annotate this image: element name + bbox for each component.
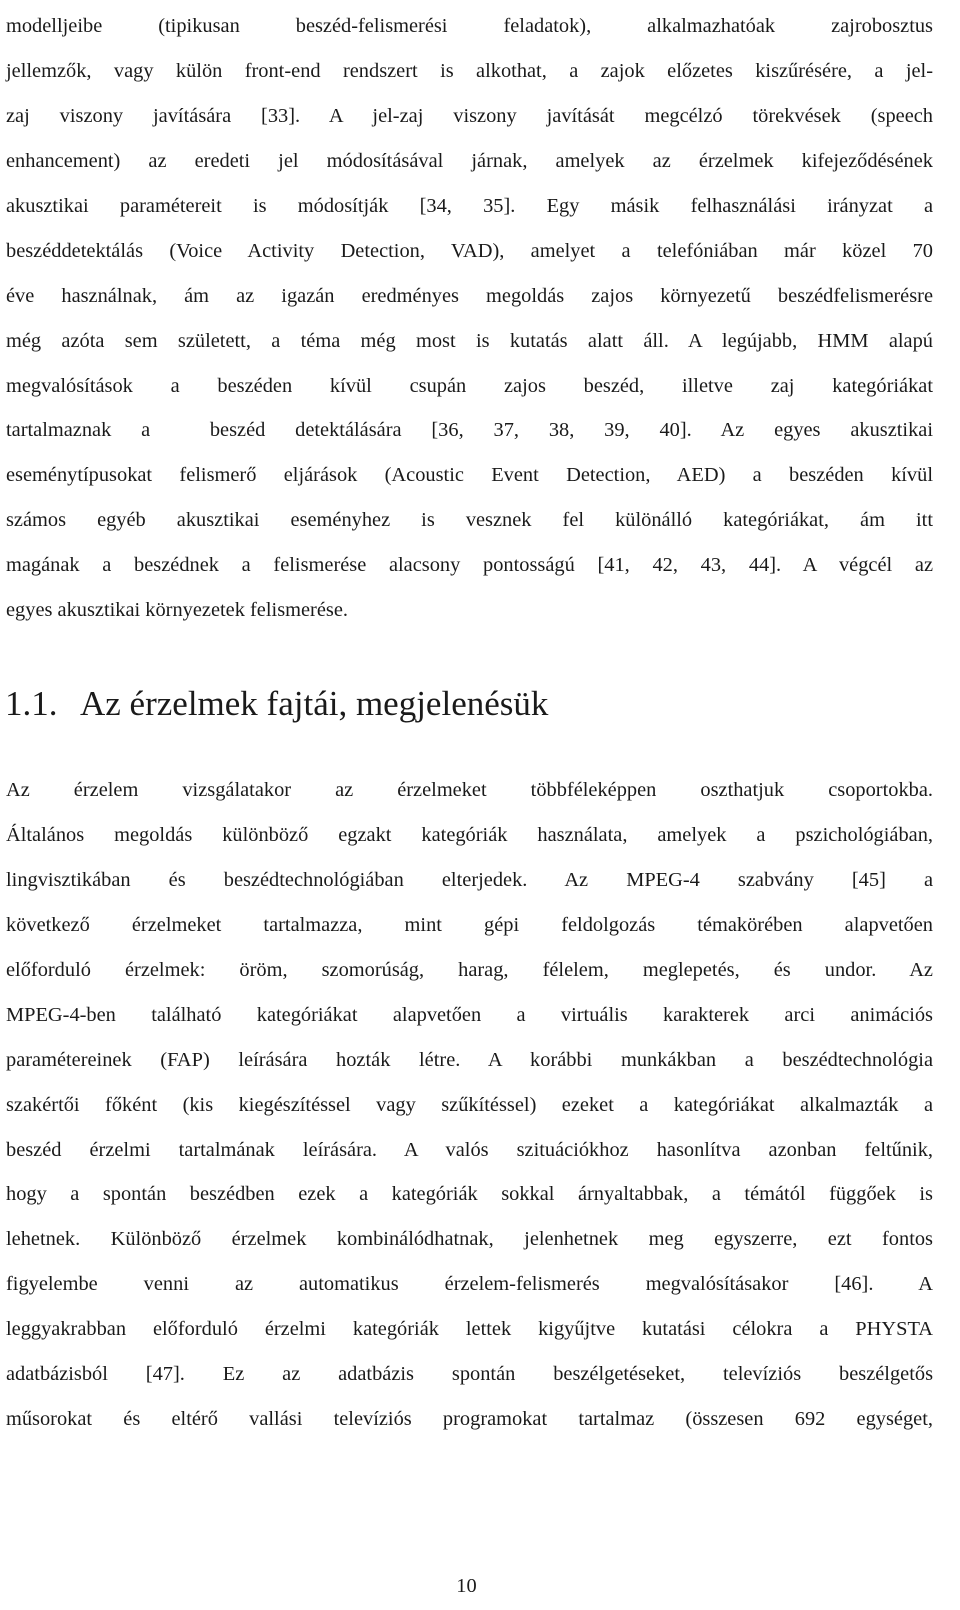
text-line: enhancement) az eredeti jel módosításával járnak, amelyek az érzelmek kifejeződésének [6, 149, 933, 172]
text-line: még azóta sem született, a téma még most is kutatás alatt áll. A legújabb, HMM alapú [6, 329, 933, 352]
text-line: beszéd érzelmi tartalmának leírására. A valós szituációkhoz hasonlítva azonban feltűnik, [6, 1138, 933, 1161]
text-line: éve használnak, ám az igazán eredményes megoldás zajos környezetű beszédfelismerésre [6, 284, 933, 307]
text-line: egyes akusztikai környezetek felismerése. [6, 599, 348, 622]
text-line: számos egyéb akusztikai eseményhez is vesznek fel különálló kategóriákat, ám itt [6, 509, 933, 532]
text-line: lingvisztikában és beszédtechnológiában elterjedek. Az MPEG-4 szabvány [45] a [6, 868, 933, 891]
text-line: modelljeibe (tipikusan beszéd-felismerési feladatok), alkalmazhatóak zajrobosztus [6, 15, 933, 37]
text-line: beszéddetektálás (Voice Activity Detection, VAD), amelyet a telefóniában már közel 70 [6, 239, 933, 262]
text-line: leggyakrabban előforduló érzelmi kategóriák lettek kigyűjtve kutatási célokra a PHYSTA [6, 1318, 933, 1341]
text-line: Az érzelem vizsgálatakor az érzelmeket többféleképpen oszthatjuk csoportokba. [6, 779, 933, 801]
text-line: megvalósítások a beszéden kívül csupán zajos beszéd, illetve zaj kategóriákat [6, 374, 933, 397]
text-line: szakértői főként (kis kiegészítéssel vagy szűkítéssel) ezeket a kategóriákat alkalmazták a [6, 1093, 933, 1116]
text-line: magának a beszédnek a felismerése alacsony pontosságú [41, 42, 43, 44]. A végcél az [6, 554, 933, 577]
text-line: zaj viszony javítására [33]. A jel-zaj viszony javítását megcélzó törekvések (speech [6, 104, 933, 127]
text-line: Általános megoldás különböző egzakt kategóriák használata, amelyek a pszichológiában, [6, 823, 933, 846]
body-paragraph-1 [6, 4, 933, 633]
text-line: hogy a spontán beszédben ezek a kategóriák sokkal árnyaltabbak, a témától függőek is [6, 1183, 933, 1206]
text-line: akusztikai paramétereit is módosítják [34, 35]. Egy másik felhasználási irányzat a [6, 194, 933, 217]
text-line: lehetnek. Különböző érzelmek kombinálódhatnak, jelenhetnek meg egyszerre, ezt fontos [6, 1228, 933, 1251]
text-line: műsorokat és eltérő vallási televíziós programokat tartalmaz (összesen 692 egységet, [6, 1408, 933, 1431]
text-line: eseménytípusokat felismerő eljárások (Acoustic Event Detection, AED) a beszéden kívül [6, 464, 933, 487]
text-line: tartalmaznak a beszéd detektálására [36, 37, 38, 39, 40]. Az egyes akusztikai [6, 419, 933, 442]
section-number: 1.1. [5, 684, 58, 723]
text-line: paramétereinek (FAP) leírására hozták létre. A korábbi munkákban a beszédtechnológia [6, 1048, 933, 1071]
text-line: adatbázisból [47]. Ez az adatbázis spontán beszélgetéseket, televíziós beszélgetős [6, 1363, 933, 1386]
text-line: figyelembe venni az automatikus érzelem-felismerés megvalósításakor [46]. A [6, 1273, 933, 1296]
page-number: 10 [456, 1575, 477, 1597]
section-heading [5, 676, 548, 732]
text-line: következő érzelmeket tartalmazza, mint gépi feldolgozás témakörében alapvetően [6, 913, 933, 936]
text-line: MPEG-4-ben található kategóriákat alapvetően a virtuális karakterek arci animációs [6, 1003, 933, 1026]
body-paragraph-2 [6, 768, 933, 1442]
text-line: jellemzők, vagy külön front-end rendszert is alkothat, a zajok előzetes kiszűrésére, a jel- [6, 59, 933, 82]
section-title: Az érzelmek fajtái, megjelenésük [80, 684, 549, 723]
text-line: előforduló érzelmek: öröm, szomorúság, harag, félelem, meglepetés, és undor. Az [6, 958, 933, 981]
